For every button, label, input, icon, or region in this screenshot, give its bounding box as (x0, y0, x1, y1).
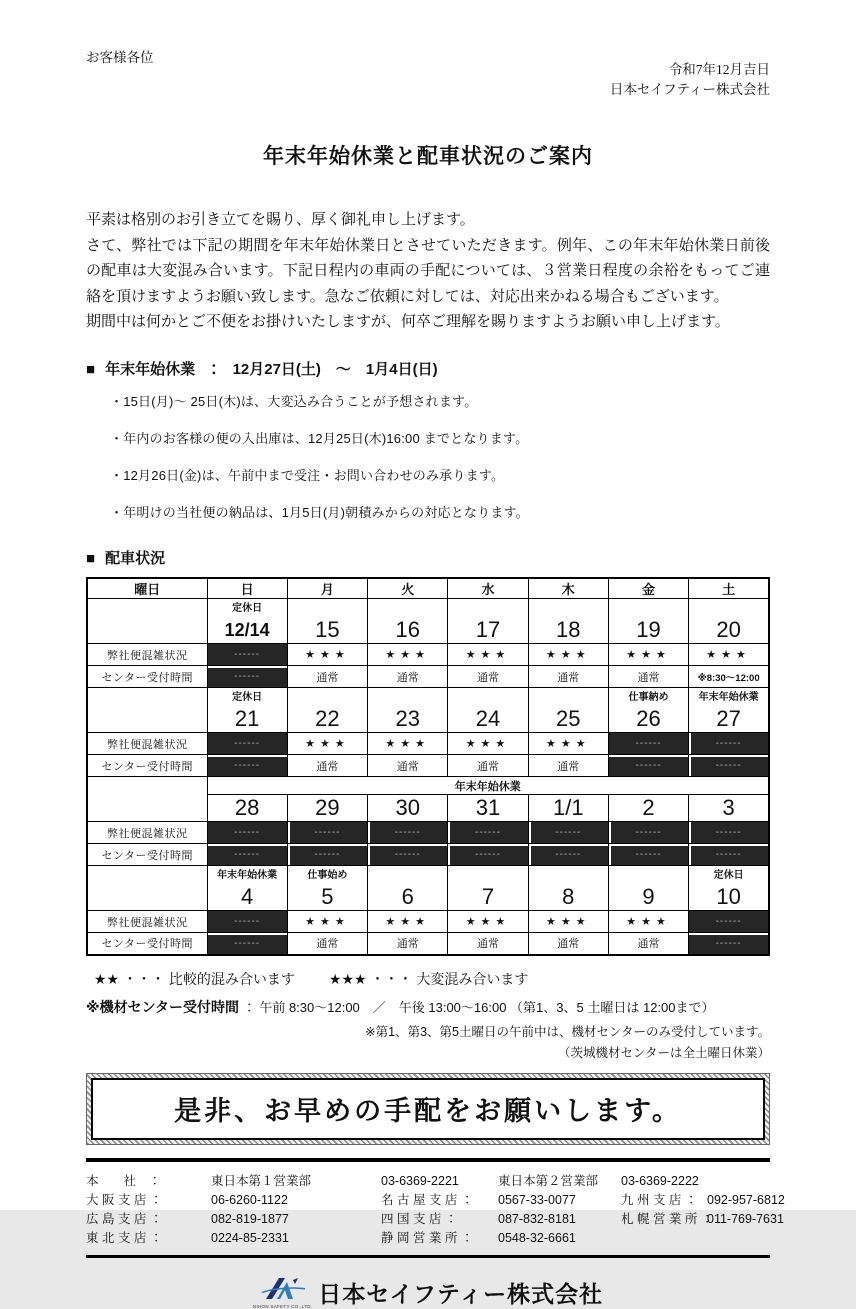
date-cell (207, 866, 287, 911)
row-label-empty-cell (87, 599, 207, 644)
date-cell-plain (528, 795, 608, 822)
congestion-status-cell: ------ (689, 911, 769, 933)
date-note: 年末年始休業 (698, 692, 759, 703)
divider-double-rule (86, 1158, 770, 1162)
holiday-heading-text: 年末年始休業 ： 12月27日(土) ～ 1月4日(日) (105, 360, 438, 378)
reception-time-cell: ------ (608, 755, 688, 777)
reception-time-cell: 通常 (608, 666, 688, 688)
reception-time-cell: ------ (207, 666, 287, 688)
date-note (689, 601, 768, 617)
date-row (87, 688, 769, 733)
reception-time-cell: 通常 (448, 933, 528, 955)
legend-text: ・・・ 大変混み合います (370, 970, 529, 987)
banner-row (87, 777, 769, 795)
date-number: 26 (636, 706, 661, 731)
date-number: 5 (321, 884, 334, 909)
bullet-item: ・年内のお客様の便の入出庫は、12月25日(木)16:00 までとなります。 (110, 430, 529, 446)
holiday-bullet-list (86, 391, 770, 521)
notice-banner-text: 是非、お早めの手配をお願いします。 (174, 1095, 682, 1126)
date-row (87, 866, 769, 911)
date-cell (448, 599, 528, 644)
legend-stars: ★★★ (328, 970, 371, 987)
date-number: 17 (475, 617, 501, 642)
contact-cell: 九 州 支 店 ： (621, 1192, 698, 1207)
congestion-status-cell: ★★★ (368, 733, 448, 755)
contact-cell: 087-832-8181 (498, 1211, 576, 1226)
congestion-status-cell: ------ (528, 822, 608, 844)
reception-time-cell: 通常 (287, 755, 367, 777)
weekday-header-cell: 日 (207, 578, 287, 599)
reception-hours-label: ※機材センター受付時間 (86, 998, 240, 1015)
date-number: 18 (556, 617, 581, 642)
date-cell-plain (448, 795, 528, 822)
date-cell (608, 866, 688, 911)
congestion-row (87, 733, 769, 755)
date-cell-plain (608, 795, 688, 822)
contact-cell: 東日本第２営業部 (498, 1173, 599, 1188)
date-cell (207, 688, 287, 733)
congestion-status-cell: ★★★ (528, 644, 608, 666)
date-note (288, 690, 367, 706)
congestion-status-cell: ★★★ (448, 911, 528, 933)
date-cell (608, 688, 688, 733)
date-cell (608, 599, 688, 644)
reception-row (87, 755, 769, 777)
contact-cell: 03-6369-2222 (621, 1173, 699, 1188)
date-note (368, 601, 447, 617)
weekday-header-cell: 月 (287, 578, 367, 599)
reception-time-cell: ------ (207, 933, 287, 955)
date-cell (689, 599, 769, 644)
contact-row (86, 1210, 784, 1229)
reception-time-cell: 通常 (368, 755, 448, 777)
date-cell-plain (207, 795, 287, 822)
date-number: 29 (315, 795, 340, 820)
date-number: 6 (401, 884, 414, 909)
contact-row (86, 1229, 770, 1248)
date-note: 定休日 (232, 603, 263, 614)
contact-cell: 東 北 支 店 ： (86, 1230, 163, 1245)
contact-row (86, 1172, 770, 1191)
date-note (448, 601, 527, 617)
date-cell (368, 866, 448, 911)
date-cell (689, 688, 769, 733)
date-number: 23 (395, 706, 420, 731)
reception-time-cell: ------ (689, 755, 769, 777)
day-header-label-cell: 曜日 (87, 578, 207, 599)
company-logo-icon (260, 1276, 306, 1304)
contact-cell: 03-6369-2221 (381, 1173, 459, 1188)
row-label-empty-cell (87, 777, 207, 822)
logo-caption: NIHON SAFETY CO.,LTD. (252, 1303, 313, 1309)
reception-time-cell: 通常 (448, 666, 528, 688)
date-note (368, 868, 447, 884)
date-number: 25 (556, 706, 581, 731)
date-line: 令和7年12月吉日 (668, 62, 770, 77)
date-note: 仕事始め (307, 870, 348, 881)
contact-cell: 名 古 屋 支 店 ： (381, 1192, 474, 1207)
date-cell-plain (689, 795, 769, 822)
dispatch-table (86, 577, 770, 956)
reception-time-cell: ------ (368, 844, 448, 866)
reception-time-cell: ------ (689, 933, 769, 955)
date-note (609, 868, 688, 884)
dispatch-section-heading (86, 547, 770, 568)
legend-item (94, 971, 295, 987)
congestion-status-cell: ------ (207, 911, 287, 933)
date-number: 31 (475, 795, 501, 820)
row-label-cell: 弊社便混雑状況 (87, 644, 207, 666)
congestion-row (87, 911, 769, 933)
congestion-status-cell: ★★★ (287, 911, 367, 933)
date-number: 7 (481, 884, 495, 909)
date-row (87, 599, 769, 644)
congestion-status-cell: ★★★ (448, 733, 528, 755)
reception-time-cell: ------ (448, 844, 528, 866)
reception-time-cell: ※8:30～12:00 (689, 666, 769, 688)
congestion-status-cell: ★★★ (368, 644, 448, 666)
congestion-row (87, 644, 769, 666)
date-cell (528, 688, 608, 733)
contact-cell (707, 1172, 770, 1191)
reception-row (87, 933, 769, 955)
reception-time-cell: 通常 (448, 755, 528, 777)
contact-directory (86, 1172, 785, 1248)
date-number: 27 (716, 706, 741, 731)
row-label-empty-cell (87, 688, 207, 733)
legend-text: ・・・ 比較的混み合います (123, 970, 295, 987)
reception-hours-separator: ： (242, 999, 256, 1015)
congestion-status-cell: ------ (689, 822, 769, 844)
date-number: 3 (722, 795, 735, 820)
contact-row (86, 1191, 785, 1210)
date-note (448, 868, 527, 884)
row-label-cell: センター受付時間 (87, 666, 207, 688)
holiday-section-heading (86, 358, 770, 379)
notice-banner-inner (91, 1078, 765, 1140)
congestion-status-cell: ★★★ (528, 733, 608, 755)
congestion-status-cell: ★★★ (287, 644, 367, 666)
date-cell (368, 599, 448, 644)
date-cell-plain (287, 795, 367, 822)
date-number: 4 (241, 884, 254, 909)
reception-time-cell: ------ (207, 755, 287, 777)
intro-paragraph: 期間中は何かとご不便をお掛けいたしますが、何卒ご理解を賜りますようお願い申し上げます。 (86, 314, 730, 330)
intro-paragraph: 平素は格別のお引き立てを賜り、厚く御礼申し上げます。 (86, 212, 475, 228)
date-number: 1/1 (552, 795, 584, 820)
contact-cell: 本 社 ： (86, 1173, 162, 1188)
date-note: 定休日 (232, 692, 263, 703)
date-note: 定休日 (713, 870, 744, 881)
congestion-status-cell: ------ (207, 822, 287, 844)
date-note (529, 690, 608, 706)
reception-time-cell: 通常 (528, 666, 608, 688)
date-number: 28 (234, 795, 260, 820)
date-number: 9 (642, 884, 655, 909)
contact-cell: 静 岡 営 業 所 ： (381, 1230, 474, 1245)
reception-time-cell: 通常 (608, 933, 688, 955)
weekday-header-cell: 木 (528, 578, 608, 599)
reception-time-cell: ------ (608, 844, 688, 866)
row-label-empty-cell (87, 866, 207, 911)
bullet-item: ・15日(月)～ 25日(木)は、大変込み合うことが予想されます。 (110, 393, 478, 409)
contact-cell: 四 国 支 店 ： (381, 1211, 458, 1226)
reception-row (87, 666, 769, 688)
square-bullet-icon: ■ (86, 549, 96, 567)
weekday-header-cell: 火 (368, 578, 448, 599)
date-cell (368, 688, 448, 733)
congestion-status-cell: ★★★ (287, 733, 367, 755)
reception-time-cell: 通常 (528, 933, 608, 955)
page-title: 年末年始休業と配車状況のご案内 (263, 145, 593, 168)
contact-cell: 092-957-6812 (707, 1192, 785, 1207)
contact-cell (621, 1229, 707, 1248)
contact-cell: 東日本第１営業部 (211, 1173, 312, 1188)
congestion-status-cell: ★★★ (608, 644, 688, 666)
date-number: 19 (636, 617, 661, 642)
intro-paragraphs (86, 208, 770, 336)
congestion-status-cell: ★★★ (689, 644, 769, 666)
date-cell (287, 599, 367, 644)
reception-time-cell: ------ (287, 844, 367, 866)
date-number: 24 (475, 706, 501, 731)
reception-time-cell: 通常 (287, 666, 367, 688)
date-note: 仕事納め (628, 692, 669, 703)
date-cell (287, 688, 367, 733)
legend-item (329, 971, 528, 987)
weekday-header-cell: 水 (448, 578, 528, 599)
bullet-item: ・12月26日(金)は、午前中まで受注・お問い合わせのみ承ります。 (110, 467, 505, 483)
contact-cell: 06-6260-1122 (211, 1192, 288, 1207)
date-cell (528, 599, 608, 644)
congestion-status-cell: ------ (448, 822, 528, 844)
reception-time-cell: 通常 (368, 666, 448, 688)
saturday-note: ※第1、第3、第5土曜日の午前中は、機材センターのみ受付しています。 (365, 1024, 770, 1039)
holiday-banner-cell: 年末年始休業 (207, 777, 769, 795)
row-label-cell: 弊社便混雑状況 (87, 733, 207, 755)
reception-hours-note (86, 997, 770, 1017)
date-note (529, 868, 608, 884)
salutation: お客様各位 (86, 50, 154, 65)
contact-cell: 大 阪 支 店 ： (86, 1192, 163, 1207)
date-number: 16 (395, 617, 420, 642)
date-number: 2 (642, 795, 655, 820)
notice-banner (86, 1073, 770, 1145)
company-logo (86, 1276, 770, 1309)
congestion-status-cell: ------ (608, 733, 688, 755)
contact-cell: 0548-32-6661 (498, 1230, 576, 1245)
reception-time-cell: ------ (689, 844, 769, 866)
congestion-status-cell: ------ (608, 822, 688, 844)
date-cell (689, 866, 769, 911)
ibaraki-note: （茨城機材センターは全土曜日休業） (557, 1045, 770, 1060)
contact-cell: 0224-85-2331 (211, 1230, 289, 1245)
weekday-header-cell: 土 (689, 578, 769, 599)
company-logo-text: 日本セイフティー株式会社 (318, 1280, 604, 1307)
date-number: 8 (562, 884, 575, 909)
row-label-cell: 弊社便混雑状況 (87, 822, 207, 844)
reception-time-cell: ------ (207, 844, 287, 866)
reception-time-cell: 通常 (368, 933, 448, 955)
square-bullet-icon: ■ (86, 360, 96, 378)
date-cell (207, 599, 287, 644)
date-number: 30 (395, 795, 420, 820)
date-cell (287, 866, 367, 911)
bullet-item: ・年明けの当社便の納品は、1月5日(月)朝積みからの対応となります。 (110, 504, 529, 520)
congestion-status-cell: ★★★ (528, 911, 608, 933)
dispatch-heading-text: 配車状況 (105, 549, 166, 567)
reception-time-cell: 通常 (287, 933, 367, 955)
contact-cell: 082-819-1877 (211, 1211, 289, 1226)
reception-time-cell: ------ (528, 844, 608, 866)
contact-cell: 011-769-7631 (707, 1211, 784, 1226)
logo-mark-wrap (253, 1276, 312, 1309)
congestion-status-cell: ------ (287, 822, 367, 844)
date-number: 15 (315, 617, 340, 642)
congestion-status-cell: ------ (368, 822, 448, 844)
date-cell (528, 866, 608, 911)
congestion-status-cell: ------ (207, 733, 287, 755)
row-label-cell: センター受付時間 (87, 933, 207, 955)
congestion-status-cell: ★★★ (608, 911, 688, 933)
date-note (288, 601, 367, 617)
congestion-row (87, 822, 769, 844)
reception-hours-text: 午前 8:30～12:00 ／ 午後 13:00～16:00 （第1、3、5 土曜日は 12:00まで） (259, 999, 715, 1015)
date-number: 21 (234, 706, 260, 731)
date-cell (448, 866, 528, 911)
congestion-legend (86, 969, 770, 989)
congestion-status-cell: ★★★ (368, 911, 448, 933)
date-cell-plain (368, 795, 448, 822)
reception-time-cell: 通常 (528, 755, 608, 777)
date-cell (448, 688, 528, 733)
date-note (529, 601, 608, 617)
congestion-status-cell: ------ (689, 733, 769, 755)
date-number: 12/14 (224, 620, 270, 640)
contact-cell (707, 1229, 770, 1248)
reception-row (87, 844, 769, 866)
divider-thick-rule (86, 1255, 770, 1258)
table-header-row (87, 578, 769, 599)
row-label-cell: センター受付時間 (87, 844, 207, 866)
letterhead-right (86, 60, 770, 100)
date-number: 20 (716, 617, 741, 642)
row-label-cell: 弊社便混雑状況 (87, 911, 207, 933)
date-number: 10 (716, 884, 741, 909)
date-note (609, 601, 688, 617)
contact-cell: 0567-33-0077 (498, 1192, 576, 1207)
date-note (368, 690, 447, 706)
contact-cell: 札 幌 営 業 所 ： (621, 1211, 714, 1226)
date-note: 年末年始休業 (217, 870, 278, 881)
intro-paragraph: さて、弊社では下記の期間を年末年始休業日とさせていただきます。例年、この年末年始休業日前後の配車は大変混み合います。下記日程内の車両の手配については、３営業日程度の余裕をもってご連絡を頂けますようお願い致します。急なご依頼に対しては、対応出来かねる場合もございます。 (86, 237, 770, 305)
date-note (448, 690, 527, 706)
contact-cell: 広 島 支 店 ： (86, 1211, 163, 1226)
congestion-status-cell: ------ (207, 644, 287, 666)
congestion-status-cell: ★★★ (448, 644, 528, 666)
date-number: 22 (315, 706, 340, 731)
legend-stars: ★★ (94, 970, 123, 987)
row-label-cell: センター受付時間 (87, 755, 207, 777)
company-line: 日本セイフティー株式会社 (609, 82, 770, 97)
weekday-header-cell: 金 (608, 578, 688, 599)
